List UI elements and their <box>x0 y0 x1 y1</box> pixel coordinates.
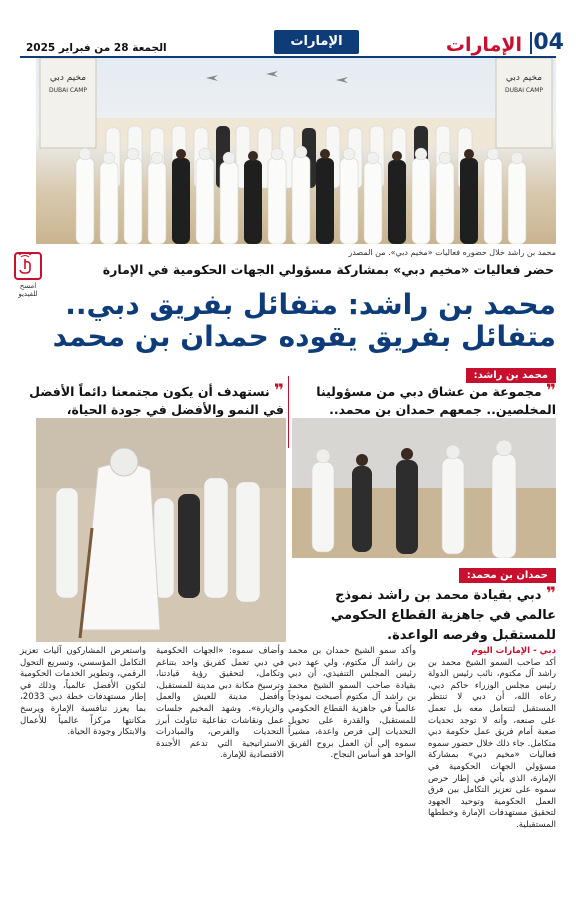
hamdan-quote <box>294 584 556 646</box>
newspaper-logo: الإمارات <box>274 30 359 54</box>
quote-divider <box>288 376 289 448</box>
hamdan-quote-text: دبي بقيادة محمد بن راشد نموذج عالمي في جاهزية القطاع الحكومي للمستقبل وفرصه الواعدة. <box>330 588 556 643</box>
headline-line-2: متفائل بفريق يقوده حمدان بن محمد <box>52 320 556 353</box>
banner-left-en: DUBAI CAMP <box>49 87 87 94</box>
hamdan-quote-tag: حمدان بن محمد: <box>459 568 556 583</box>
quote-left-text: نستهدف أن يكون مجتمعنا دائماً الأفضل في النمو والأفضل في جودة الحياة، <box>29 384 284 417</box>
quote-mark-icon: ❞ <box>546 584 556 604</box>
issue-date: الجمعة 28 من فبراير 2025 <box>26 42 167 54</box>
banner-right-ar: مخيم دبي <box>505 73 543 83</box>
body-column-1-text: أكد صاحب السمو الشيخ محمد بن راشد آل مكتوم، نائب رئيس الدولة رئيس مجلس الوزراء حاكم دبي، رعاه الله، أن دبي لا تنتظر المستقبل لتتعامل معه بل تعمل على صنعه، وأنه لا توجد تحديات صعبة أمام فريق عمل حكومة دبي متكامل. جاء ذلك خلال حضور سموه فعاليات «مخيم دبي» بمشاركة مسؤولي الجهات الحكومية في الإمارة، الذي يأتي في إطار حرص سموه على تعزيز التكامل بين فرق العمل الحكومية وتوحيد الجهود لتحقيق مستهدفات الإمارة وخططها المستقبلية. <box>428 657 556 830</box>
quote-mark-icon: ❞ <box>546 381 556 401</box>
article-kicker: حضر فعاليات «مخيم دبي» بمشاركة مسؤولي الجهات الحكومية في الإمارة <box>102 262 554 277</box>
photo-walking <box>36 418 286 642</box>
group-photo-illustration <box>36 58 556 244</box>
quote-mark-icon: ❞ <box>274 381 284 401</box>
section-title: الإمارات <box>445 34 522 56</box>
top-photo-caption: محمد بن راشد خلال حضوره فعاليات «مخيم دبي». من المصدر <box>348 248 556 257</box>
quote-tag: محمد بن راشد: <box>466 368 556 383</box>
dateline: دبي - الإمارات اليوم <box>471 646 556 656</box>
body-column-4: واستعرض المشاركون آليات تعزيز التكامل المؤسسي، وتسريع التحول الرقمي، وتطوير الخدمات الحكومية لتكون الأفضل عالمياً، وذلك في إطار مستهدفات خطة دبي 2033، بما يعزز تنافسية الإمارة ويرسخ مكانتها مركزاً عالمياً للأعمال والابتكار وجودة الحياة. <box>20 646 146 738</box>
header-divider <box>530 32 532 54</box>
page-number: 04 <box>533 30 564 55</box>
photo-meeting <box>292 418 556 558</box>
video-qr-icon[interactable] <box>14 252 42 280</box>
banner-right-en: DUBAI CAMP <box>505 87 543 94</box>
banner-left-ar: مخيم دبي <box>49 73 87 83</box>
body-column-1 <box>428 646 556 832</box>
page-header <box>0 0 576 58</box>
video-qr-label: امسح للفيديو <box>18 282 38 298</box>
top-photo <box>36 58 556 244</box>
body-column-2: وأكد سمو الشيخ حمدان بن محمد بن راشد آل مكتوم، ولي عهد دبي رئيس المجلس التنفيذي، أن دبي بقيادة صاحب السمو الشيخ محمد بن راشد آل مكتوم أصبحت نموذجاً عالمياً في جاهزية القطاع الحكومي للمستقبل، والقدرة على تحويل التحديات إلى فرص واعدة، مشيراً سموه إلى أن العمل بروح الفريق الواحد هو أساس النجاح. <box>288 646 416 761</box>
quote-right-text: مجموعة من عشاق دبي من مسؤولينا المخلصين.. جمعهم حمدان بن محمد.. <box>316 384 556 417</box>
body-column-3: وأضاف سموه: «الجهات الحكومية في دبي تعمل كفريق واحد بتناغم وتكامل، لتحقيق رؤية قيادتنا، وترسيخ مكانة دبي مدينة للمستقبل، وأفضل مدينة للعيش والعمل والزيارة». وشهد المخيم جلسات عمل ونقاشات تفاعلية تناولت أبرز التحديات والفرص، والمبادرات الاستراتيجية التي تدعم الأجندة الاقتصادية للإمارة. <box>156 646 284 761</box>
headline-line-1: محمد بن راشد: متفائل بفريق دبي.. <box>65 288 556 321</box>
